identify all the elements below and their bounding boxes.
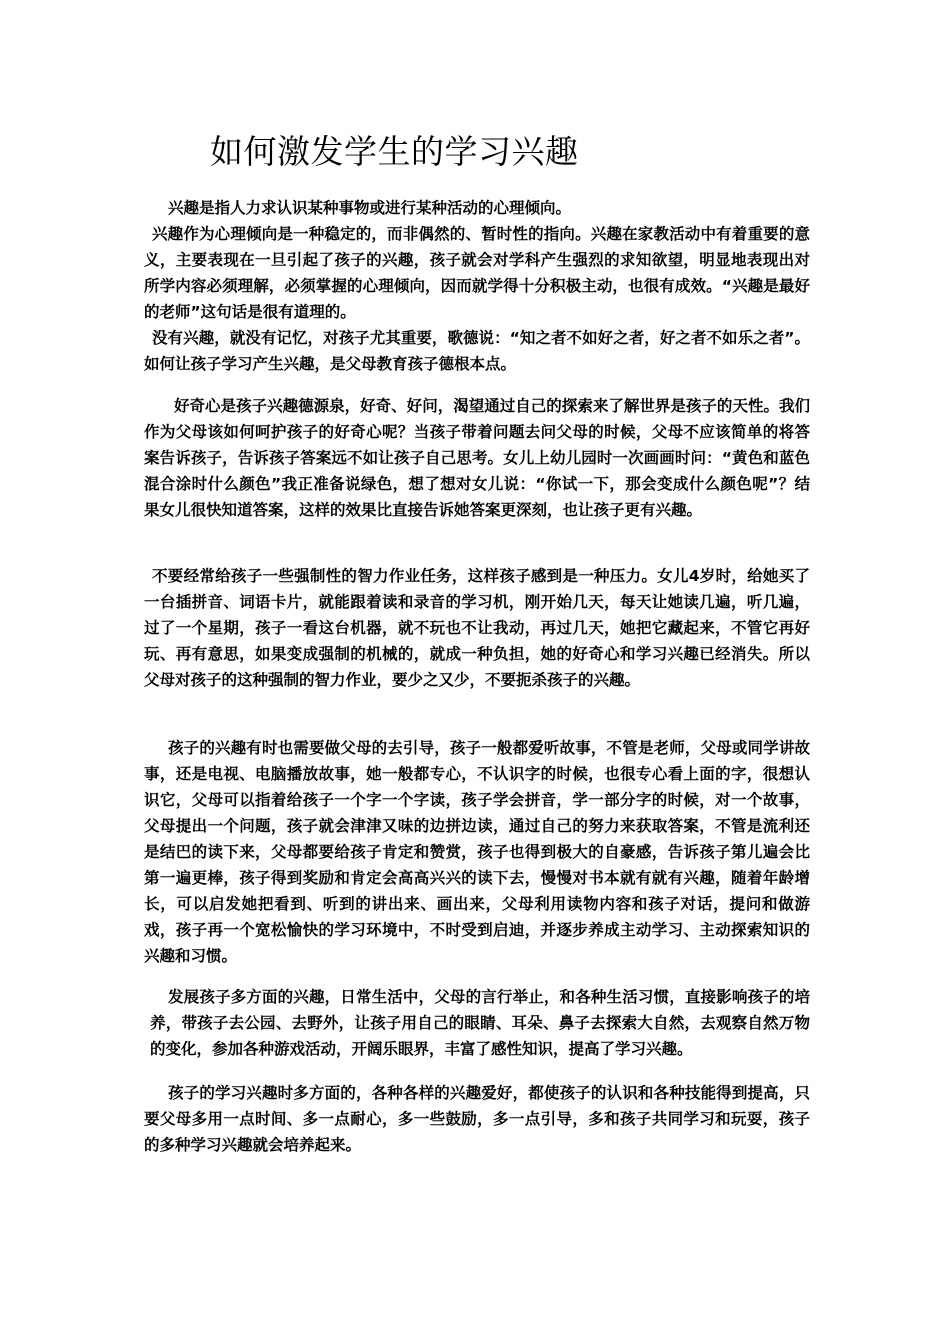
curiosity-block [144,393,810,523]
paragraph-5: 不要经常给孩子一些强制性的智力作业任务，这样孩子感到是一种压力。女儿4岁时，给她买了一台插拼音、词语卡片，就能跟着读和录音的学习机，刚开始几天，每天让她读几遍，听几遍，过了一个星期，孩子一看这台机器，就不玩也不让我动，再过几天，她把它藏起来，不管它再好玩、再有意思，如果变成强制的机械的，就成一种负担，她的好奇心和学习兴趣已经消失。所以父母对孩子的这种强制的智力作业，要少之又少，不要扼杀孩子的兴趣。 [144,567,810,689]
conclusion-block [144,1080,810,1158]
paragraph-2: 兴趣作为心理倾向是一种稳定的，而非偶然的、暂时性的指向。兴趣在家教活动中有着重要的意义，主要表现在一旦引起了孩子的兴趣，孩子就会对学科产生强烈的求知欲望，明显地表现出对所学内容必须理解，必须掌握的心理倾向，因而就学得十分积极主动，也很有成效。“兴趣是最好的老师”这句话是很有道理的。 [144,225,810,321]
intro-block [144,195,810,377]
paragraph-8: 孩子的学习兴趣时多方面的，各种各样的兴趣爱好，都使孩子的认识和各种技能得到提高，只要父母多用一点时间、多一点耐心，多一些鼓励，多一点引导，多和孩子共同学习和玩耍，孩子的多种学习兴趣就会培养起来。 [144,1084,810,1154]
pressure-block [144,563,810,693]
paragraph-1: 兴趣是指人力求认识某种事物或进行某种活动的心理倾向。 [168,199,572,217]
paragraph-6: 孩子的兴趣有时也需要做父母的去引导，孩子一般都爱听故事，不管是老师，父母或同学讲故事，还是电视、电脑播放故事，她一般都专心，不认识字的时候，也很专心看上面的字，很想认识它，父母可以指着给孩子一个字一个字读，孩子学会拼音，学一部分字的时候，对一个故事，父母提出一个问题，孩子就会津津又味的边拼边读，通过自己的努力来获取答案，不管是流利还是结巴的读下来，父母都要给孩子肯定和赞赏，孩子也得到极大的自豪感，告诉孩子第儿遍会比第一遍更棒，孩子得到奖励和肯定会高高兴兴的读下去，慢慢对书本就有就有兴趣，随着年龄增长，可以启发她把看到、听到的讲出来、画出来，父母利用读物内容和孩子对话，提问和做游戏，孩子再一个宽松愉快的学习环境中，不时受到启迪，并逐步养成主动学习、主动探索知识的兴趣和习惯。 [144,739,810,965]
paragraph-7: 发展孩子多方面的兴趣，日常生活中，父母的言行举止，和各种生活习惯，直接影响孩子的培养，带孩子去公园、去野外，让孩子用自己的眼睛、耳朵、鼻子去探索大自然，去观察自然万物的变化，参加各种游戏活动，开阔乐眼界，丰富了感性知识，提高了学习兴趣。 [150,988,810,1058]
diverse-interest-block [150,984,810,1062]
document-title: 如何激发学生的学习兴趣 [210,132,579,171]
paragraph-3: 没有兴趣，就没有记忆，对孩子尤其重要，歌德说：“知之者不如好之者，好之者不如乐之者”。如何让孩子学习产生兴趣，是父母教育孩子德根本点。 [144,329,810,373]
paragraph-4: 好奇心是孩子兴趣德源泉，好奇、好问，渴望通过自己的探索来了解世界是孩子的天性。我们作为父母该如何呵护孩子的好奇心呢？当孩子带着问题去问父母的时候，父母不应该简单的将答案告诉孩子，告诉孩子答案远不如让孩子自己思考。女儿上幼儿园时一次画画时问：“黄色和蓝色混合涂时什么颜色”我正准备说绿色，想了想对女儿说：“你试一下，那会变成什么颜色呢”？结果女儿很快知道答案，这样的效果比直接告诉她答案更深刻，也让孩子更有兴趣。 [144,397,810,519]
guidance-block [144,735,810,969]
